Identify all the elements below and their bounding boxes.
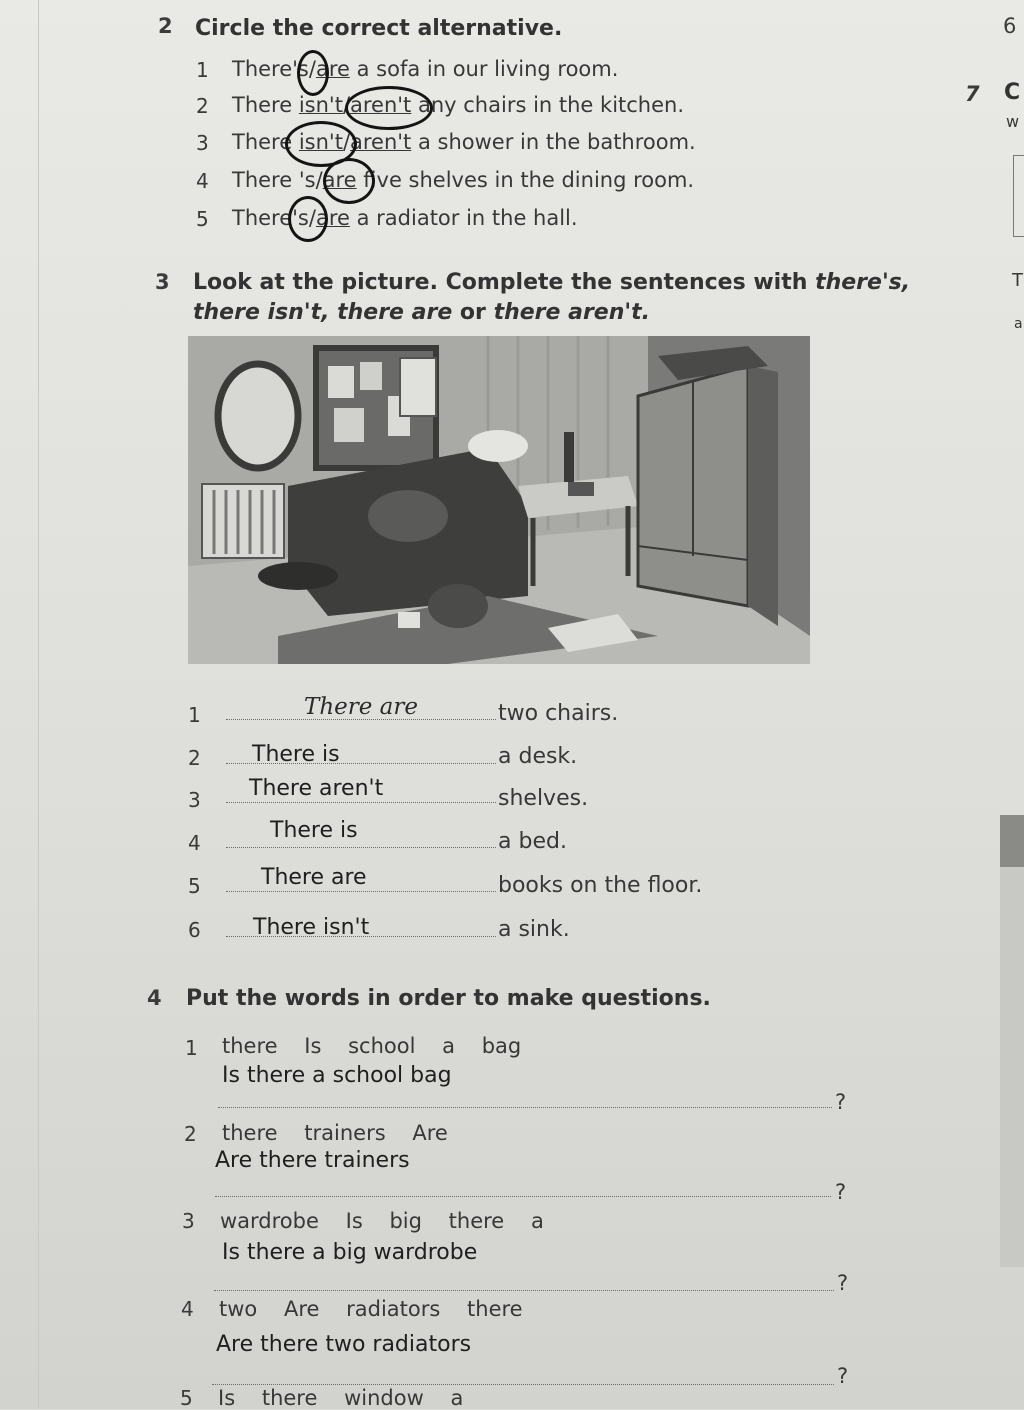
- item-number: 6: [188, 918, 201, 942]
- pen-circle-mark: [297, 50, 329, 96]
- jumbled-words: wardrobe Is big there a: [220, 1209, 544, 1233]
- exercise3-number: 3: [155, 270, 170, 294]
- jumbled-words: there trainers Are: [222, 1121, 448, 1145]
- side-tab-light: [1000, 867, 1024, 1267]
- option-a[interactable]: isn't: [298, 93, 343, 117]
- answer-line: [226, 847, 496, 848]
- item-number: 2: [184, 1122, 197, 1146]
- exercise4-instruction: Put the words in order to make questions.: [186, 986, 711, 1011]
- answer-line: [226, 891, 496, 892]
- item-number: 2: [188, 746, 201, 770]
- item-number: 5: [188, 874, 201, 898]
- side-exercise-number: 7: [965, 82, 980, 106]
- exercise2-number: 2: [158, 14, 173, 38]
- jumbled-words: two Are radiators there: [219, 1297, 523, 1321]
- page-number: 6: [1003, 14, 1017, 38]
- pen-circle-mark: [345, 86, 433, 130]
- answer-line: [218, 1107, 832, 1108]
- item-number: 4: [181, 1297, 194, 1321]
- side-tab-dark: [1000, 815, 1024, 867]
- answer-text[interactable]: There are: [261, 865, 367, 890]
- side-letter-t: T: [1012, 270, 1023, 291]
- item-text: There's/are a radiator in the hall.: [232, 206, 578, 230]
- answer-line: [226, 802, 496, 803]
- item-number: 4: [196, 169, 209, 193]
- sentence-rest: books on the floor.: [498, 873, 703, 898]
- pen-circle-mark: [288, 196, 328, 242]
- answer-text[interactable]: Are there two radiators: [216, 1332, 472, 1357]
- sentence-rest: a desk.: [498, 744, 578, 769]
- option-a[interactable]: 's: [292, 206, 309, 230]
- question-mark: ?: [837, 1364, 849, 1388]
- item-number: 3: [182, 1209, 195, 1233]
- jumbled-words: Is there window a: [218, 1386, 464, 1410]
- bedroom-picture: [188, 336, 810, 664]
- pen-circle-mark: [323, 158, 375, 204]
- sentence-rest: two chairs.: [498, 701, 619, 726]
- option-b[interactable]: aren't: [350, 93, 412, 117]
- sentence-rest: a bed.: [498, 829, 567, 854]
- item-number: 3: [196, 131, 209, 155]
- sentence-rest: a sink.: [498, 917, 570, 942]
- item-text: There's/are a sofa in our living room.: [232, 57, 619, 81]
- item-number: 3: [188, 788, 201, 812]
- item-number: 5: [196, 207, 209, 231]
- answer-text[interactable]: There are: [304, 694, 419, 720]
- side-letter-w: w: [1006, 112, 1020, 131]
- option-a[interactable]: 's: [298, 168, 316, 192]
- item-number: 2: [196, 94, 209, 118]
- answer-text[interactable]: There is: [270, 818, 358, 843]
- option-b[interactable]: aren't: [350, 130, 412, 154]
- side-letter-c: C: [1004, 80, 1021, 105]
- question-mark: ?: [837, 1271, 849, 1295]
- answer-text[interactable]: There isn't: [253, 915, 370, 940]
- exercise3-instruction-line2: there isn't, there are or there aren't.: [193, 300, 650, 325]
- option-b[interactable]: are: [315, 206, 350, 230]
- sentence-rest: shelves.: [498, 786, 589, 811]
- exercise4-number: 4: [147, 986, 162, 1010]
- side-letter-a: a: [1014, 316, 1023, 332]
- option-b[interactable]: are: [315, 57, 350, 81]
- answer-text[interactable]: There aren't: [249, 776, 384, 801]
- answer-text[interactable]: Is there a big wardrobe: [222, 1240, 478, 1265]
- answer-line: [212, 1384, 834, 1385]
- answer-line: [215, 1196, 831, 1197]
- option-b[interactable]: are: [322, 168, 357, 192]
- answer-text[interactable]: Is there a school bag: [222, 1063, 452, 1088]
- exercise2-instruction: Circle the correct alternative.: [195, 16, 563, 41]
- question-mark: ?: [835, 1090, 847, 1114]
- side-box: [1013, 155, 1024, 237]
- answer-text[interactable]: There is: [252, 742, 340, 767]
- item-number: 1: [188, 703, 201, 727]
- answer-line: [214, 1290, 834, 1291]
- item-number: 4: [188, 831, 201, 855]
- item-text: There 's/are five shelves in the dining room.: [232, 168, 695, 192]
- answer-text[interactable]: Are there trainers: [215, 1148, 410, 1173]
- item-number: 1: [185, 1036, 198, 1060]
- item-text: There isn't/aren't any chairs in the kitchen.: [232, 93, 685, 117]
- item-number: 5: [180, 1386, 193, 1410]
- option-a[interactable]: isn't: [298, 130, 343, 154]
- question-mark: ?: [835, 1180, 847, 1204]
- jumbled-words: there Is school a bag: [222, 1034, 522, 1058]
- exercise3-instruction-line1: Look at the picture. Complete the sentences with there's,: [193, 270, 911, 295]
- option-a[interactable]: 's: [292, 57, 309, 81]
- item-text: There isn't/aren't a shower in the bathroom.: [232, 130, 696, 154]
- page-edge-line: [38, 0, 39, 1409]
- item-number: 1: [196, 58, 209, 82]
